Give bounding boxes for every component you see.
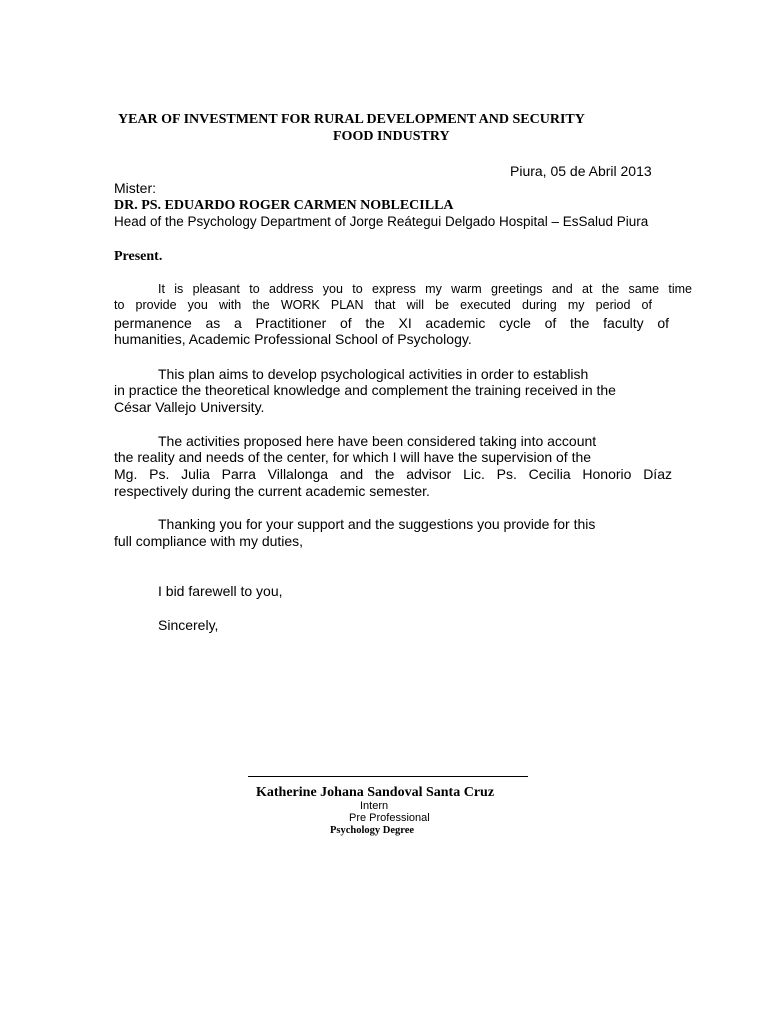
paragraph-2-line: César Vallejo University.	[114, 399, 265, 415]
recipient-name: DR. PS. EDUARDO ROGER CARMEN NOBLECILLA	[114, 198, 454, 213]
signature-name: Katherine Johana Sandoval Santa Cruz	[256, 785, 495, 800]
paragraph-3-line: respectively during the current academic semester.	[114, 483, 430, 499]
recipient-position: Head of the Psychology Department of Jorge Reátegui Delgado Hospital – EsSalud Piura	[114, 214, 649, 229]
farewell-text: I bid farewell to you,	[158, 583, 283, 599]
closing-text: Sincerely,	[158, 617, 219, 633]
paragraph-1-line: to provide you with the WORK PLAN that will be executed during my period of	[114, 298, 652, 312]
paragraph-1-line: humanities, Academic Professional School of Psychology.	[114, 331, 472, 347]
header-line-2: FOOD INDUSTRY	[333, 129, 450, 144]
signature-line	[248, 776, 528, 777]
signature-title-degree: Psychology Degree	[330, 825, 415, 836]
paragraph-1-line: It is pleasant to address you to express my warm greetings and at the same time	[158, 282, 692, 296]
paragraph-4-line: Thanking you for your support and the suggestions you provide for this	[158, 516, 596, 532]
recipient-salutation: Mister:	[114, 180, 156, 196]
paragraph-2-line: This plan aims to develop psychological activities in order to establish	[158, 366, 589, 382]
signature-title-intern: Intern	[360, 800, 389, 812]
place-date: Piura, 05 de Abril 2013	[510, 163, 652, 179]
present-label: Present.	[114, 249, 163, 264]
header-line-1: YEAR OF INVESTMENT FOR RURAL DEVELOPMENT AND SECURITY	[118, 112, 585, 127]
signature-title-pre-professional: Pre Professional	[349, 812, 430, 824]
paragraph-1-line: permanence as a Practitioner of the XI academic cycle of the faculty of	[114, 315, 669, 331]
paragraph-2-line: in practice the theoretical knowledge and complement the training received in the	[114, 382, 616, 398]
paragraph-3-line: Mg. Ps. Julia Parra Villalonga and the advisor Lic. Ps. Cecilia Honorio Díaz	[114, 466, 672, 482]
paragraph-3-line: the reality and needs of the center, for which I will have the supervision of the	[114, 449, 592, 465]
paragraph-4-line: full compliance with my duties,	[114, 533, 304, 549]
paragraph-3-line: The activities proposed here have been considered taking into account	[158, 433, 597, 449]
